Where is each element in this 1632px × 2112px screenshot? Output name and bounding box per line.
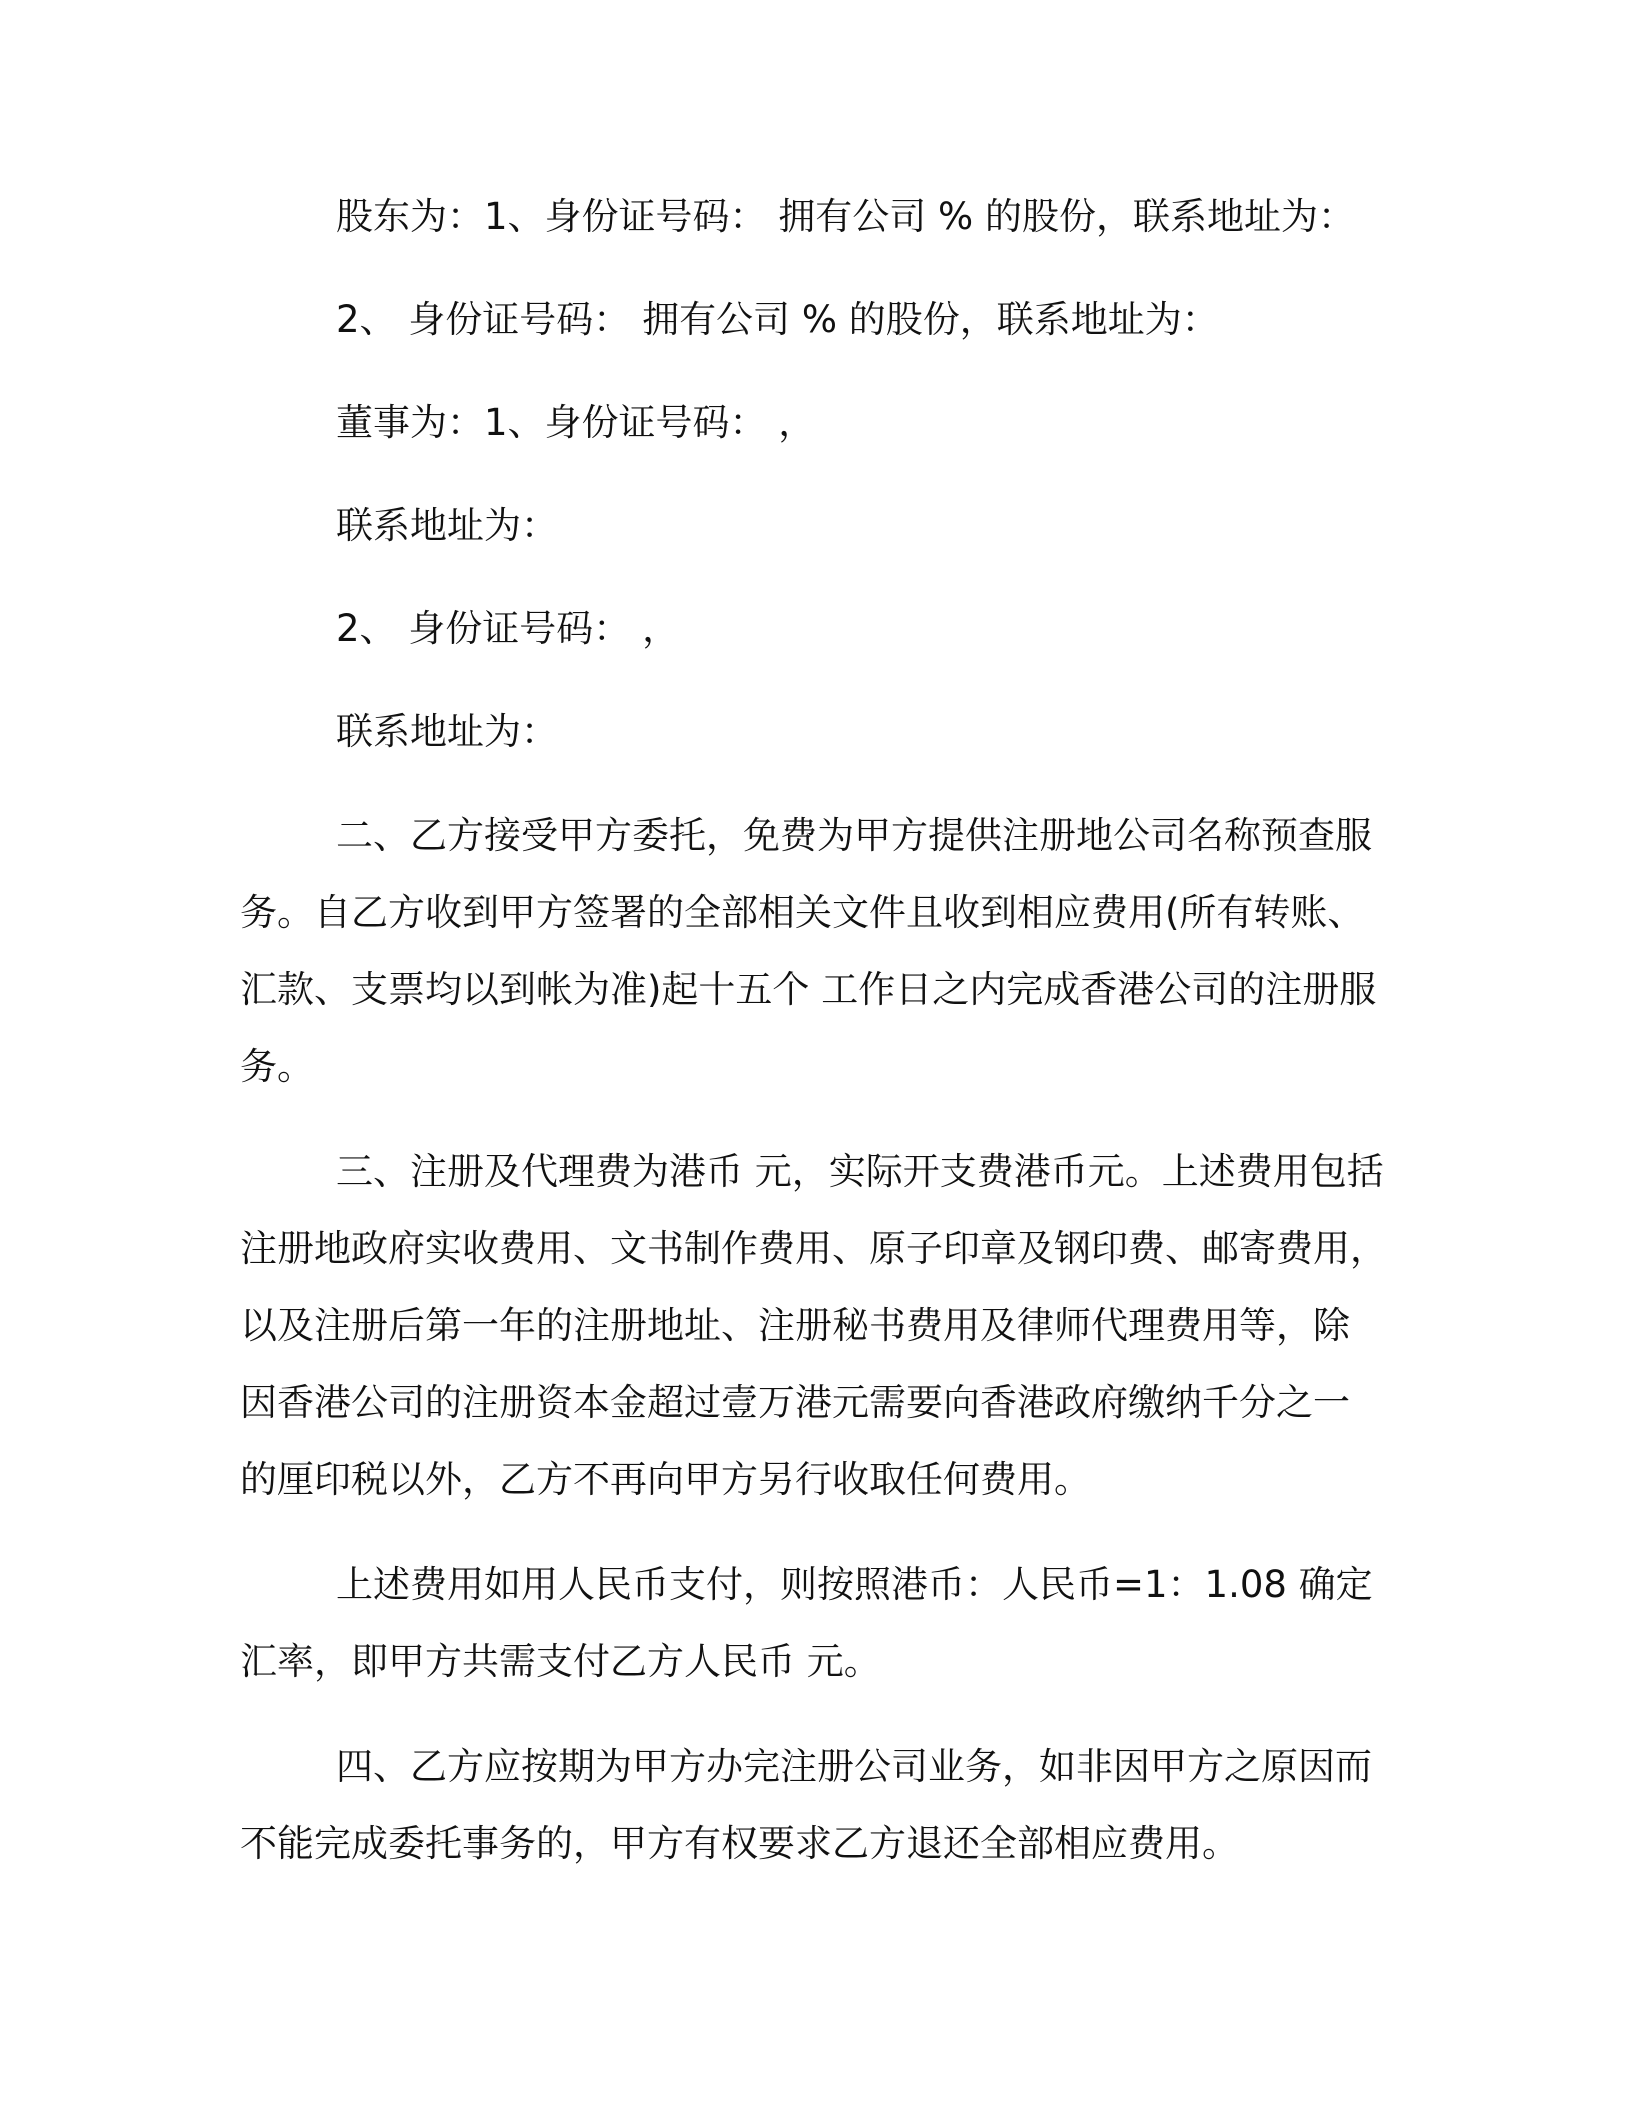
director-address-1: 联系地址为： — [336, 504, 558, 547]
clause-4 — [240, 1728, 1390, 1882]
exchange-rate-paragraph — [240, 1546, 1390, 1700]
exchange-line-1: 上述费用如用人民币支付，则按照港币：人民币=1：1.08 确定 — [336, 1563, 1373, 1606]
shareholder-line-2: 2、 身份证号码： 拥有公司 % 的股份，联系地址为： — [336, 298, 1219, 341]
clause-4-line-1: 四、乙方应按期为甲方办完注册公司业务，如非因甲方之原因而 — [336, 1745, 1372, 1788]
clause-3-line-2: 注册地政府实收费用、文书制作费用、原子印章及钢印费、邮寄费用， — [240, 1227, 1387, 1270]
clause-3-line-3: 以及注册后第一年的注册地址、注册秘书费用及律师代理费用等，除 — [240, 1304, 1350, 1347]
clause-2-line-1: 二、乙方接受甲方委托，免费为甲方提供注册地公司名称预查服 — [336, 814, 1372, 857]
document-body — [240, 178, 1390, 1882]
exchange-line-2: 汇率，即甲方共需支付乙方人民币 元。 — [240, 1640, 881, 1683]
shareholder-line-1: 股东为：1、身份证号码： 拥有公司 % 的股份，联系地址为： — [336, 195, 1355, 238]
clause-3 — [240, 1133, 1390, 1518]
director-line-2: 2、 身份证号码： ， — [336, 607, 680, 650]
clause-2-line-2: 务。自乙方收到甲方签署的全部相关文件且收到相应费用(所有转账、 — [240, 891, 1365, 934]
clause-4-line-2: 不能完成委托事务的，甲方有权要求乙方退还全部相应费用。 — [240, 1822, 1239, 1865]
clause-3-line-5: 的厘印税以外，乙方不再向甲方另行收取任何费用。 — [240, 1458, 1091, 1501]
clause-2-line-4: 务。 — [240, 1045, 314, 1088]
director-address-2: 联系地址为： — [336, 710, 558, 753]
director-line-1: 董事为：1、身份证号码： ， — [336, 401, 816, 444]
clause-3-line-4: 因香港公司的注册资本金超过壹万港元需要向香港政府缴纳千分之一 — [240, 1381, 1350, 1424]
clause-2 — [240, 797, 1390, 1105]
clause-2-line-3: 汇款、支票均以到帐为准)起十五个 工作日之内完成香港公司的注册服 — [240, 968, 1377, 1011]
clause-3-line-1: 三、注册及代理费为港币 元，实际开支费港币元。上述费用包括 — [336, 1150, 1384, 1193]
